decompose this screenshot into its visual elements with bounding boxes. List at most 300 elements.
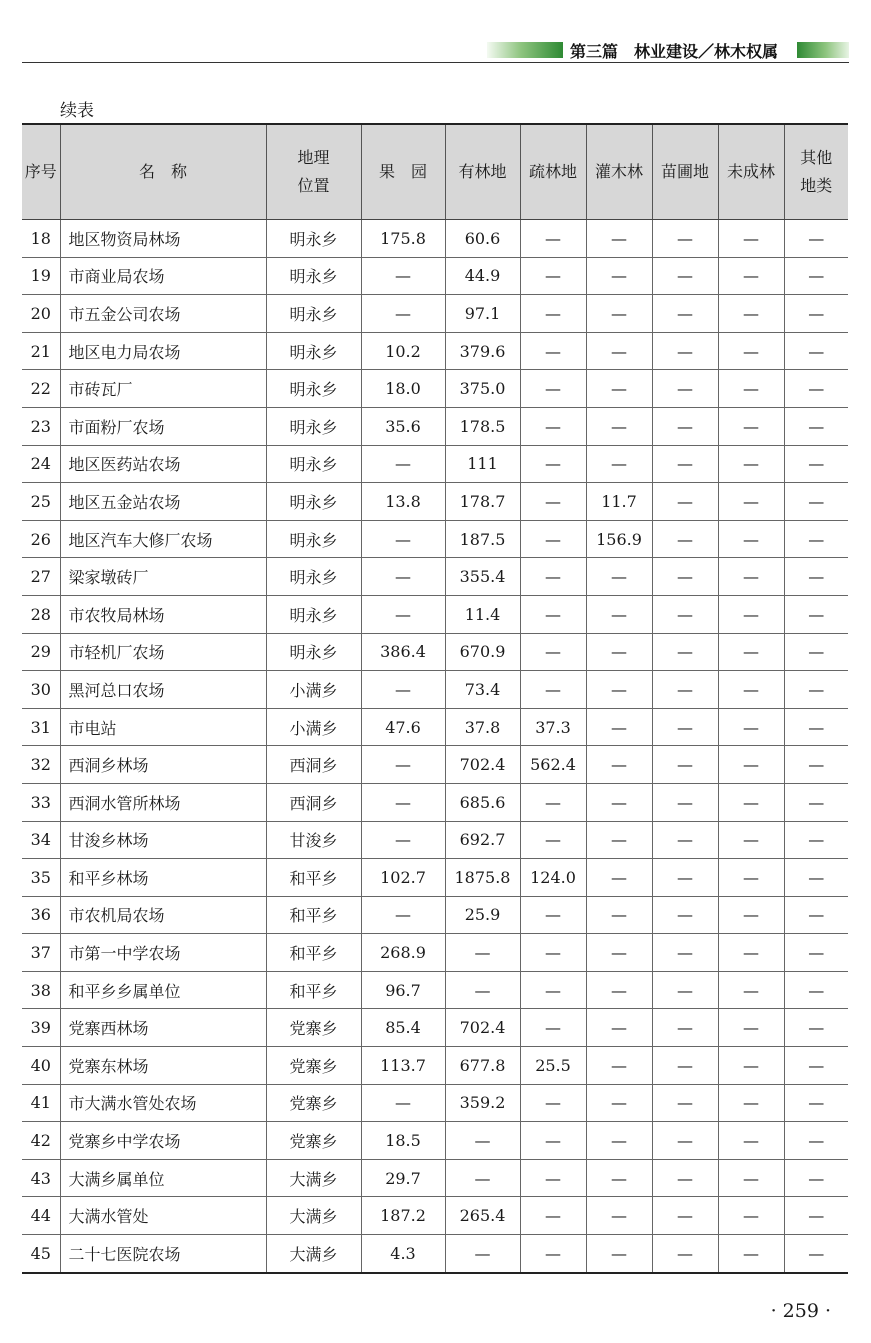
cell-orchard: — (361, 295, 445, 333)
cell-nursery: — (652, 407, 718, 445)
cell-other-land: — (784, 783, 848, 821)
cell-orchard: 10.2 (361, 332, 445, 370)
cell-nursery: — (652, 671, 718, 709)
cell-orchard: — (361, 257, 445, 295)
cell-immature-forest: — (718, 934, 784, 972)
cell-sparse-forest: — (520, 257, 586, 295)
table-row (22, 1084, 848, 1122)
header-line1: 灌木林 (594, 162, 643, 181)
cell-forest-land: 702.4 (445, 1009, 520, 1047)
cell-immature-forest: — (718, 1197, 784, 1235)
table-row (22, 821, 848, 859)
cell-shrub-forest: — (586, 633, 652, 671)
cell-location: 和平乡 (266, 971, 361, 1009)
cell-index: 37 (22, 934, 60, 972)
cell-other-land: — (784, 1122, 848, 1160)
cell-location: 和平乡 (266, 896, 361, 934)
cell-orchard: 35.6 (361, 407, 445, 445)
header-line1: 果 园 (378, 162, 427, 181)
cell-location: 明永乡 (266, 332, 361, 370)
cell-forest-land: 11.4 (445, 595, 520, 633)
cell-other-land: — (784, 595, 848, 633)
cell-other-land: — (784, 1197, 848, 1235)
cell-index: 41 (22, 1084, 60, 1122)
cell-forest-land: 670.9 (445, 633, 520, 671)
cell-orchard: — (361, 783, 445, 821)
cell-name: 二十七医院农场 (60, 1235, 266, 1273)
cell-immature-forest: — (718, 1047, 784, 1085)
cell-sparse-forest: — (520, 934, 586, 972)
cell-orchard: — (361, 1084, 445, 1122)
table-row (22, 896, 848, 934)
cell-nursery: — (652, 896, 718, 934)
cell-sparse-forest: — (520, 671, 586, 709)
forest-ownership-table (22, 123, 848, 1274)
table-row (22, 220, 848, 258)
table-row (22, 971, 848, 1009)
cell-nursery: — (652, 1084, 718, 1122)
cell-sparse-forest: — (520, 370, 586, 408)
cell-orchard: 113.7 (361, 1047, 445, 1085)
cell-orchard: 13.8 (361, 483, 445, 521)
cell-nursery: — (652, 971, 718, 1009)
cell-orchard: 102.7 (361, 859, 445, 897)
header-line2: 地类 (800, 176, 833, 195)
cell-nursery: — (652, 1047, 718, 1085)
table-row (22, 783, 848, 821)
table-header-row (22, 124, 848, 220)
cell-forest-land: 379.6 (445, 332, 520, 370)
cell-location: 明永乡 (266, 445, 361, 483)
cell-nursery: — (652, 220, 718, 258)
cell-name: 市轻机厂农场 (60, 633, 266, 671)
cell-immature-forest: — (718, 407, 784, 445)
cell-name: 梁家墩砖厂 (60, 558, 266, 596)
cell-name: 地区医药站农场 (60, 445, 266, 483)
cell-nursery: — (652, 1235, 718, 1273)
cell-orchard: — (361, 445, 445, 483)
cell-shrub-forest: 11.7 (586, 483, 652, 521)
header-col-nursery (652, 124, 718, 220)
cell-location: 党寨乡 (266, 1047, 361, 1085)
cell-shrub-forest: — (586, 671, 652, 709)
cell-index: 33 (22, 783, 60, 821)
cell-forest-land: — (445, 1122, 520, 1160)
cell-sparse-forest: 562.4 (520, 746, 586, 784)
cell-index: 26 (22, 520, 60, 558)
cell-sparse-forest: — (520, 1009, 586, 1047)
cell-sparse-forest: 37.3 (520, 708, 586, 746)
cell-forest-land: 60.6 (445, 220, 520, 258)
cell-shrub-forest: — (586, 1197, 652, 1235)
cell-forest-land: 692.7 (445, 821, 520, 859)
header-line1: 序号 (24, 162, 57, 181)
cell-sparse-forest: — (520, 558, 586, 596)
cell-index: 18 (22, 220, 60, 258)
cell-name: 市第一中学农场 (60, 934, 266, 972)
cell-orchard: — (361, 671, 445, 709)
cell-immature-forest: — (718, 971, 784, 1009)
cell-nursery: — (652, 295, 718, 333)
cell-sparse-forest: — (520, 1084, 586, 1122)
cell-sparse-forest: — (520, 821, 586, 859)
cell-index: 24 (22, 445, 60, 483)
cell-name: 地区电力局农场 (60, 332, 266, 370)
cell-name: 市面粉厂农场 (60, 407, 266, 445)
cell-location: 明永乡 (266, 633, 361, 671)
cell-location: 甘浚乡 (266, 821, 361, 859)
table-row (22, 671, 848, 709)
table-row (22, 332, 848, 370)
cell-shrub-forest: — (586, 257, 652, 295)
cell-nursery: — (652, 483, 718, 521)
cell-location: 和平乡 (266, 859, 361, 897)
header-col-name (60, 124, 266, 220)
cell-forest-land: 97.1 (445, 295, 520, 333)
cell-other-land: — (784, 633, 848, 671)
cell-other-land: — (784, 1009, 848, 1047)
table-body (22, 220, 848, 1273)
cell-other-land: — (784, 445, 848, 483)
cell-name: 和平乡林场 (60, 859, 266, 897)
cell-index: 25 (22, 483, 60, 521)
cell-index: 23 (22, 407, 60, 445)
page-number: · 259 · (770, 1300, 831, 1322)
table-row (22, 633, 848, 671)
header-title: 第三篇 林业建设／林木权属 (570, 42, 779, 61)
cell-location: 明永乡 (266, 370, 361, 408)
cell-sparse-forest: — (520, 295, 586, 333)
cell-index: 34 (22, 821, 60, 859)
cell-name: 地区汽车大修厂农场 (60, 520, 266, 558)
cell-name: 甘浚乡林场 (60, 821, 266, 859)
cell-orchard: — (361, 821, 445, 859)
table-row (22, 1047, 848, 1085)
cell-index: 43 (22, 1159, 60, 1197)
cell-shrub-forest: — (586, 1084, 652, 1122)
cell-nursery: — (652, 558, 718, 596)
table-row (22, 708, 848, 746)
cell-name: 党寨乡中学农场 (60, 1122, 266, 1160)
cell-orchard: 187.2 (361, 1197, 445, 1235)
cell-nursery: — (652, 445, 718, 483)
cell-orchard: 18.0 (361, 370, 445, 408)
header-line1: 未成林 (726, 162, 775, 181)
cell-forest-land: 375.0 (445, 370, 520, 408)
cell-orchard: 4.3 (361, 1235, 445, 1273)
cell-name: 西洞乡林场 (60, 746, 266, 784)
cell-sparse-forest: — (520, 332, 586, 370)
table-row (22, 520, 848, 558)
cell-sparse-forest: — (520, 633, 586, 671)
cell-orchard: — (361, 558, 445, 596)
cell-immature-forest: — (718, 257, 784, 295)
cell-nursery: — (652, 520, 718, 558)
cell-shrub-forest: 156.9 (586, 520, 652, 558)
cell-immature-forest: — (718, 896, 784, 934)
cell-shrub-forest: — (586, 1235, 652, 1273)
table-row (22, 370, 848, 408)
cell-nursery: — (652, 708, 718, 746)
cell-immature-forest: — (718, 1159, 784, 1197)
cell-other-land: — (784, 1159, 848, 1197)
header-line1: 苗圃地 (660, 162, 709, 181)
cell-index: 29 (22, 633, 60, 671)
cell-other-land: — (784, 971, 848, 1009)
header-col-shrub-forest (586, 124, 652, 220)
table-row (22, 445, 848, 483)
table-row (22, 746, 848, 784)
cell-nursery: — (652, 934, 718, 972)
header-line2: 位置 (297, 176, 330, 195)
cell-forest-land: 187.5 (445, 520, 520, 558)
cell-nursery: — (652, 257, 718, 295)
cell-shrub-forest: — (586, 595, 652, 633)
cell-other-land: — (784, 896, 848, 934)
cell-index: 45 (22, 1235, 60, 1273)
cell-immature-forest: — (718, 708, 784, 746)
cell-sparse-forest: — (520, 1122, 586, 1160)
cell-other-land: — (784, 746, 848, 784)
cell-sparse-forest: — (520, 595, 586, 633)
cell-orchard: — (361, 595, 445, 633)
cell-name: 市砖瓦厂 (60, 370, 266, 408)
cell-shrub-forest: — (586, 708, 652, 746)
cell-nursery: — (652, 633, 718, 671)
cell-location: 明永乡 (266, 220, 361, 258)
table-row (22, 934, 848, 972)
cell-immature-forest: — (718, 633, 784, 671)
table-row (22, 595, 848, 633)
cell-index: 36 (22, 896, 60, 934)
cell-shrub-forest: — (586, 445, 652, 483)
cell-name: 大满乡属单位 (60, 1159, 266, 1197)
cell-orchard: 96.7 (361, 971, 445, 1009)
cell-forest-land: 25.9 (445, 896, 520, 934)
table-row (22, 1009, 848, 1047)
cell-name: 和平乡乡属单位 (60, 971, 266, 1009)
cell-sparse-forest: — (520, 1197, 586, 1235)
cell-immature-forest: — (718, 445, 784, 483)
cell-immature-forest: — (718, 595, 784, 633)
cell-sparse-forest: — (520, 783, 586, 821)
cell-index: 38 (22, 971, 60, 1009)
cell-name: 地区五金站农场 (60, 483, 266, 521)
cell-forest-land: 178.5 (445, 407, 520, 445)
cell-index: 19 (22, 257, 60, 295)
cell-forest-land: 359.2 (445, 1084, 520, 1122)
cell-other-land: — (784, 934, 848, 972)
cell-other-land: — (784, 332, 848, 370)
cell-index: 22 (22, 370, 60, 408)
cell-nursery: — (652, 859, 718, 897)
cell-nursery: — (652, 783, 718, 821)
cell-index: 40 (22, 1047, 60, 1085)
header-gradient-bar-left (487, 42, 563, 58)
cell-name: 黑河总口农场 (60, 671, 266, 709)
cell-shrub-forest: — (586, 783, 652, 821)
table-row (22, 1159, 848, 1197)
cell-shrub-forest: — (586, 896, 652, 934)
cell-index: 31 (22, 708, 60, 746)
cell-sparse-forest: — (520, 407, 586, 445)
cell-nursery: — (652, 332, 718, 370)
cell-location: 小满乡 (266, 708, 361, 746)
cell-shrub-forest: — (586, 746, 652, 784)
cell-orchard: 29.7 (361, 1159, 445, 1197)
header-col-other-land (784, 124, 848, 220)
cell-location: 明永乡 (266, 483, 361, 521)
cell-orchard: 85.4 (361, 1009, 445, 1047)
cell-name: 地区物资局林场 (60, 220, 266, 258)
cell-nursery: — (652, 370, 718, 408)
cell-other-land: — (784, 295, 848, 333)
table-row (22, 407, 848, 445)
cell-shrub-forest: — (586, 370, 652, 408)
cell-location: 明永乡 (266, 295, 361, 333)
cell-other-land: — (784, 520, 848, 558)
header-col-location (266, 124, 361, 220)
cell-location: 明永乡 (266, 595, 361, 633)
cell-shrub-forest: — (586, 332, 652, 370)
cell-location: 明永乡 (266, 558, 361, 596)
cell-orchard: — (361, 896, 445, 934)
cell-name: 党寨西林场 (60, 1009, 266, 1047)
cell-nursery: — (652, 595, 718, 633)
cell-sparse-forest: 25.5 (520, 1047, 586, 1085)
cell-forest-land: — (445, 971, 520, 1009)
cell-forest-land: 1875.8 (445, 859, 520, 897)
cell-forest-land: 178.7 (445, 483, 520, 521)
cell-sparse-forest: — (520, 896, 586, 934)
cell-forest-land: 702.4 (445, 746, 520, 784)
cell-orchard: 386.4 (361, 633, 445, 671)
cell-shrub-forest: — (586, 1009, 652, 1047)
cell-other-land: — (784, 370, 848, 408)
cell-index: 35 (22, 859, 60, 897)
cell-sparse-forest: — (520, 520, 586, 558)
cell-other-land: — (784, 671, 848, 709)
table-row (22, 295, 848, 333)
cell-index: 42 (22, 1122, 60, 1160)
cell-index: 44 (22, 1197, 60, 1235)
cell-forest-land: — (445, 1159, 520, 1197)
header-line1: 名 称 (138, 162, 187, 181)
cell-name: 市大满水管处农场 (60, 1084, 266, 1122)
cell-nursery: — (652, 821, 718, 859)
cell-forest-land: 111 (445, 445, 520, 483)
header-col-immature-forest (718, 124, 784, 220)
cell-orchard: — (361, 520, 445, 558)
cell-location: 明永乡 (266, 520, 361, 558)
cell-immature-forest: — (718, 859, 784, 897)
cell-location: 西洞乡 (266, 746, 361, 784)
cell-immature-forest: — (718, 1235, 784, 1273)
cell-immature-forest: — (718, 671, 784, 709)
cell-location: 小满乡 (266, 671, 361, 709)
cell-nursery: — (652, 1009, 718, 1047)
cell-immature-forest: — (718, 1009, 784, 1047)
cell-location: 西洞乡 (266, 783, 361, 821)
cell-shrub-forest: — (586, 971, 652, 1009)
cell-index: 32 (22, 746, 60, 784)
cell-other-land: — (784, 1235, 848, 1273)
cell-sparse-forest: — (520, 971, 586, 1009)
table-row (22, 1122, 848, 1160)
cell-other-land: — (784, 220, 848, 258)
cell-location: 党寨乡 (266, 1084, 361, 1122)
cell-orchard: 47.6 (361, 708, 445, 746)
header-line1: 地理 (297, 148, 330, 167)
cell-index: 39 (22, 1009, 60, 1047)
cell-other-land: — (784, 1047, 848, 1085)
cell-forest-land: 677.8 (445, 1047, 520, 1085)
cell-immature-forest: — (718, 483, 784, 521)
continued-label: 续表 (60, 101, 94, 121)
header-col-index (22, 124, 60, 220)
cell-immature-forest: — (718, 520, 784, 558)
table-row (22, 257, 848, 295)
cell-sparse-forest: — (520, 445, 586, 483)
cell-sparse-forest: — (520, 1235, 586, 1273)
cell-name: 大满水管处 (60, 1197, 266, 1235)
cell-forest-land: 44.9 (445, 257, 520, 295)
header-line1: 有林地 (458, 162, 507, 181)
cell-other-land: — (784, 407, 848, 445)
cell-nursery: — (652, 746, 718, 784)
header-gradient-bar-right (797, 42, 849, 58)
cell-name: 西洞水管所林场 (60, 783, 266, 821)
cell-orchard: 18.5 (361, 1122, 445, 1160)
table-row (22, 483, 848, 521)
cell-other-land: — (784, 483, 848, 521)
cell-shrub-forest: — (586, 821, 652, 859)
cell-shrub-forest: — (586, 934, 652, 972)
table-row (22, 859, 848, 897)
cell-orchard: 268.9 (361, 934, 445, 972)
cell-other-land: — (784, 257, 848, 295)
cell-shrub-forest: — (586, 558, 652, 596)
cell-other-land: — (784, 821, 848, 859)
table-row (22, 558, 848, 596)
cell-orchard: 175.8 (361, 220, 445, 258)
cell-forest-land: 685.6 (445, 783, 520, 821)
cell-location: 大满乡 (266, 1159, 361, 1197)
cell-forest-land: 355.4 (445, 558, 520, 596)
cell-forest-land: 265.4 (445, 1197, 520, 1235)
cell-other-land: — (784, 1084, 848, 1122)
cell-other-land: — (784, 859, 848, 897)
cell-nursery: — (652, 1122, 718, 1160)
cell-orchard: — (361, 746, 445, 784)
cell-forest-land: 37.8 (445, 708, 520, 746)
cell-forest-land: — (445, 934, 520, 972)
cell-name: 市农牧局林场 (60, 595, 266, 633)
cell-location: 大满乡 (266, 1235, 361, 1273)
cell-name: 市商业局农场 (60, 257, 266, 295)
cell-other-land: — (784, 708, 848, 746)
cell-shrub-forest: — (586, 1122, 652, 1160)
cell-immature-forest: — (718, 1122, 784, 1160)
cell-index: 21 (22, 332, 60, 370)
cell-forest-land: 73.4 (445, 671, 520, 709)
cell-immature-forest: — (718, 332, 784, 370)
cell-shrub-forest: — (586, 1047, 652, 1085)
cell-other-land: — (784, 558, 848, 596)
cell-immature-forest: — (718, 295, 784, 333)
cell-location: 党寨乡 (266, 1122, 361, 1160)
cell-shrub-forest: — (586, 295, 652, 333)
